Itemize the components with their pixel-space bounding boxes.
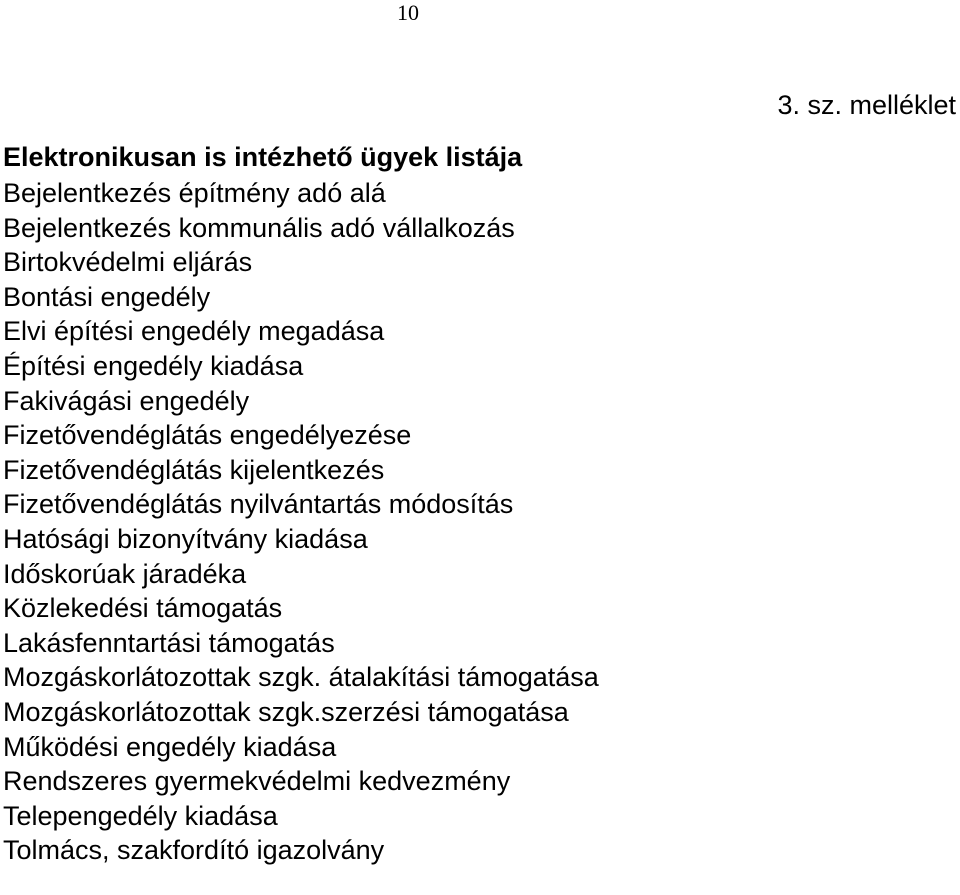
list-item: Időskorúak járadéka (3, 558, 247, 589)
list-item: Fizetővendéglátás engedélyezése (3, 420, 412, 451)
list-item: Bontási engedély (3, 281, 211, 312)
list-item: Rendszeres gyermekvédelmi kedvezmény (3, 766, 511, 797)
list-item: Hatósági bizonyítvány kiadása (3, 523, 368, 554)
list-item: Fizetővendéglátás kijelentkezés (3, 454, 385, 485)
list-item: Telepengedély kiadása (3, 800, 278, 831)
list-item: Bejelentkezés építmény adó alá (3, 178, 386, 208)
list-item: Közlekedési támogatás (3, 593, 283, 624)
page-number: 10 (397, 0, 419, 25)
list-item: Mozgáskorlátozottak szgk.szerzési támogatása (3, 696, 569, 727)
list-item: Építési engedély kiadása (3, 350, 304, 381)
list-item: Lakásfenntartási támogatás (3, 627, 335, 658)
list-item: Elvi építési engedély megadása (3, 316, 385, 347)
list-item: Mozgáskorlátozottak szgk. átalakítási támogatása (3, 662, 599, 693)
list-item: Fizetővendéglátás nyilvántartás módosítás (3, 489, 514, 520)
list-item: Birtokvédelmi eljárás (3, 247, 253, 278)
annex-label: 3. sz. melléklet (777, 90, 956, 120)
list-item: Tolmács, szakfordító igazolvány (3, 835, 385, 866)
list-item: Működési engedély kiadása (3, 731, 337, 762)
list-item: Fakivágási engedély (3, 385, 250, 416)
page-title: Elektronikusan is intézhető ügyek listája (3, 142, 523, 172)
list-item: Bejelentkezés kommunális adó vállalkozás (3, 212, 515, 243)
service-list (3, 176, 599, 868)
